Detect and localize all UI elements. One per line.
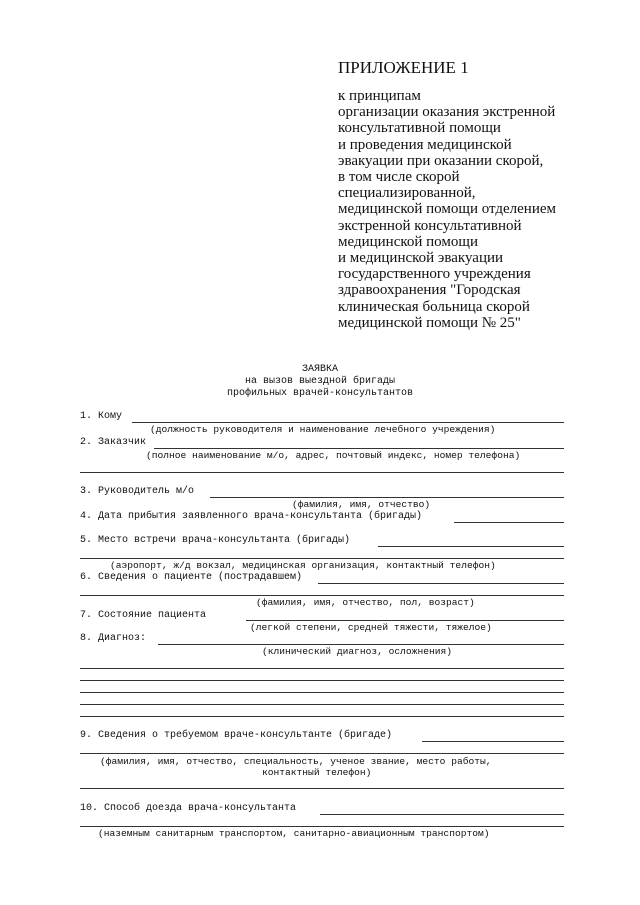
meeting-place-input-line[interactable]: [378, 546, 564, 547]
field-label-consultant: 9. Сведения о требуемом враче-консультанте (бригаде): [80, 730, 393, 741]
field-hint-consultant: контактный телефон): [262, 767, 372, 778]
arrival-date-input-line[interactable]: [454, 522, 564, 523]
field-label-patient: 6. Сведения о пациенте (пострадавшем): [80, 572, 303, 583]
appendix-line: медицинской помощи № 25": [338, 314, 521, 331]
consultant-input-line[interactable]: [80, 753, 564, 754]
field-hint-customer: (полное наименование м/о, адрес, почтовый индекс, номер телефона): [146, 450, 521, 461]
field-hint-patient: (фамилия, имя, отчество, пол, возраст): [256, 597, 475, 608]
appendix-line: эвакуации при оказании скорой,: [338, 152, 544, 169]
meeting-place-input-line[interactable]: [80, 558, 564, 559]
appendix-line: специализированной,: [338, 185, 476, 202]
appendix-line: медицинской помощи отделением: [338, 201, 557, 218]
field-label-travel-method: 10. Способ доезда врача-консультанта: [80, 803, 297, 814]
field-hint-recipient: (должность руководителя и наименование лечебного учреждения): [150, 424, 496, 435]
travel-method-input-line[interactable]: [320, 814, 564, 815]
diagnosis-input-line[interactable]: [80, 692, 564, 693]
appendix-line: в том числе скорой: [338, 169, 460, 186]
customer-input-line[interactable]: [80, 472, 564, 473]
diagnosis-input-line[interactable]: [80, 704, 564, 705]
patient-input-line[interactable]: [80, 595, 564, 596]
appendix-line: клиническая больница скорой: [338, 298, 530, 315]
field-label-customer: 2. Заказчик: [80, 437, 147, 448]
appendix-line: здравоохранения "Городская: [338, 282, 521, 299]
field-label-head: 3. Руководитель м/о: [80, 486, 195, 497]
travel-method-input-line[interactable]: [80, 826, 564, 827]
appendix-line: организации оказания экстренной: [338, 104, 556, 121]
head-input-line[interactable]: [210, 497, 564, 498]
consultant-input-line[interactable]: [80, 788, 564, 789]
field-hint-condition: (легкой степени, средней тяжести, тяжелое): [250, 622, 492, 633]
appendix-text: [338, 88, 628, 331]
customer-input-line[interactable]: [154, 448, 564, 449]
field-label-condition: 7. Состояние пациента: [80, 610, 207, 621]
appendix-block: [338, 58, 628, 331]
field-label-recipient: 1. Кому: [80, 411, 123, 422]
appendix-line: к принципам: [338, 88, 421, 104]
form-title: ЗАЯВКА: [301, 364, 338, 375]
diagnosis-input-line[interactable]: [158, 644, 564, 645]
form-subtitle: профильных врачей-консультантов: [226, 388, 414, 399]
consultant-input-line[interactable]: [422, 741, 564, 742]
field-hint-meeting-place: (аэропорт, ж/д вокзал, медицинская организация, контактный телефон): [110, 560, 496, 571]
field-label-arrival-date: 4. Дата прибытия заявленного врача-консультанта (бригады): [80, 511, 423, 522]
diagnosis-input-line[interactable]: [80, 668, 564, 669]
diagnosis-input-line[interactable]: [80, 716, 564, 717]
field-hint-head: (фамилия, имя, отчество): [292, 499, 431, 510]
field-label-diagnosis: 8. Диагноз:: [80, 633, 147, 644]
appendix-line: государственного учреждения: [338, 266, 531, 283]
diagnosis-input-line[interactable]: [80, 680, 564, 681]
appendix-line: и проведения медицинской: [338, 136, 512, 153]
appendix-title: ПРИЛОЖЕНИЕ 1: [338, 58, 469, 77]
field-label-meeting-place: 5. Место встречи врача-консультанта (бригады): [80, 535, 351, 546]
appendix-line: экстренной консультативной: [338, 217, 522, 234]
field-hint-travel-method: (наземным санитарным транспортом, санитарно-авиационным транспортом): [98, 828, 490, 839]
recipient-input-line[interactable]: [132, 422, 564, 423]
patient-input-line[interactable]: [318, 583, 564, 584]
appendix-line: и медицинской эвакуации: [338, 250, 504, 267]
form-subtitle: на вызов выездной бригады: [244, 376, 396, 387]
condition-input-line[interactable]: [246, 620, 564, 621]
field-hint-diagnosis: (клинический диагноз, осложнения): [262, 646, 452, 657]
appendix-line: медицинской помощи: [338, 233, 478, 250]
field-hint-consultant: (фамилия, имя, отчество, специальность, ученое звание, место работы,: [100, 756, 492, 767]
appendix-line: консультативной помощи: [338, 120, 501, 137]
